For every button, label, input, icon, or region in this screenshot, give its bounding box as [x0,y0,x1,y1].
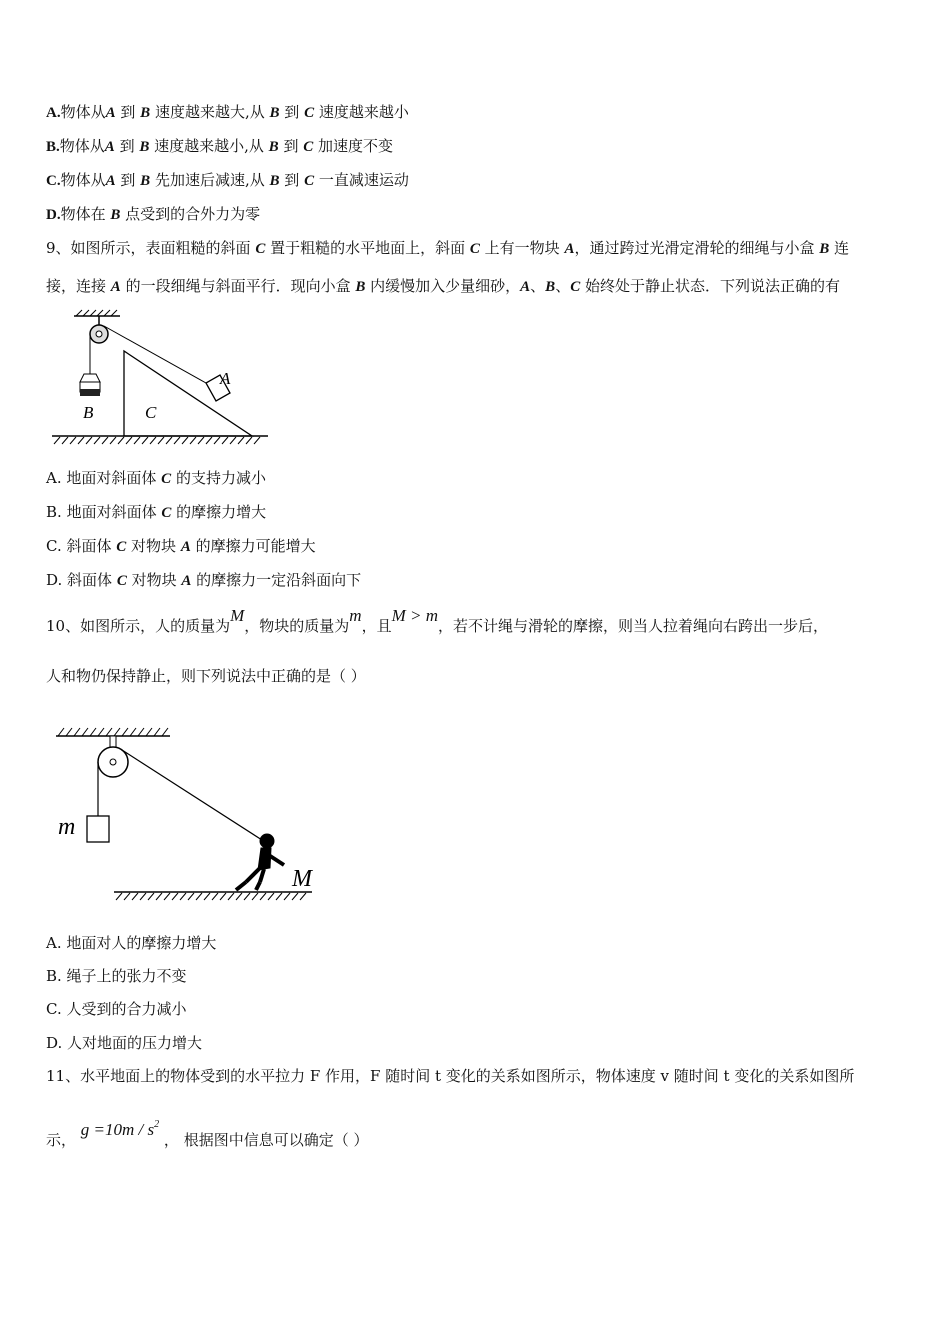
q10-pulley-figure [50,722,330,908]
q9-incline-figure [46,306,276,452]
q10-option-c: C. 人受到的合力减小 [46,1000,187,1018]
q9-label-a: A [220,369,231,388]
q10-stem-line1: 10、如图所示，人的质量为M，物块的质量为m，且M > m，若不计绳与滑轮的摩擦，则当人拉着绳向右跨出一步后， [46,606,829,635]
q8-option-c: C.物体从A 到 B 先加速后减速,从 B 到 C 一直减速运动 [46,171,409,189]
person-icon [236,834,284,890]
q9-option-c: C. 斜面体 C 对物块 A 的摩擦力可能增大 [46,537,316,555]
q9-label-b: B [83,403,94,422]
q11-stem-line2: 示， $g =10m / s^2$ ， 根据图中信息可以确定（ ） [46,1119,369,1149]
q9-option-b: B. 地面对斜面体 C 的摩擦力增大 [46,503,267,521]
q9-label-c: C [145,403,157,422]
q10-option-d: D. 人对地面的压力增大 [46,1034,203,1052]
q8-option-b: B.物体从A 到 B 速度越来越小,从 B 到 C 加速度不变 [46,137,394,155]
q9-option-a: A. 地面对斜面体 C 的支持力减小 [46,469,266,487]
q10-option-a: A. 地面对人的摩擦力增大 [46,934,217,952]
q10-label-m: m [58,814,76,840]
q9-stem-line1: 9、如图所示，表面粗糙的斜面 C 置于粗糙的水平地面上，斜面 C 上有一物块 A，通过跨过光滑定滑轮的细绳与小盒 B 连 [46,239,850,257]
q10-inequality: M > m [391,606,438,625]
q8-option-d: D.物体在 B 点受到的合外力为零 [46,205,261,223]
q10-mass-person: M [230,606,245,625]
q11-gravity: g =10m / s [80,1120,155,1139]
q10-option-b: B. 绳子上的张力不变 [46,967,187,985]
q9-option-d: D. 斜面体 C 对物块 A 的摩擦力一定沿斜面向下 [46,571,362,589]
q10-stem-line2: 人和物仍保持静止，则下列说法中正确的是（ ） [46,667,366,685]
q8-option-a: A.物体从A 到 B 速度越来越大,从 B 到 C 速度越来越小 [46,103,409,121]
q9-stem-line2: 接，连接 A 的一段细绳与斜面平行．现向小盒 B 内缓慢加入少量细砂，A、B、C 始终处于静止状态．下列说法正确的有 [46,277,840,295]
q10-label-M: M [292,866,312,892]
q10-mass-block: m [349,606,362,625]
q11-stem-line1: 11、水平地面上的物体受到的水平拉力 F 作用，F 随时间 t 变化的关系如图所示，物体速度 v 随时间 t 变化的关系如图所 [46,1067,855,1085]
